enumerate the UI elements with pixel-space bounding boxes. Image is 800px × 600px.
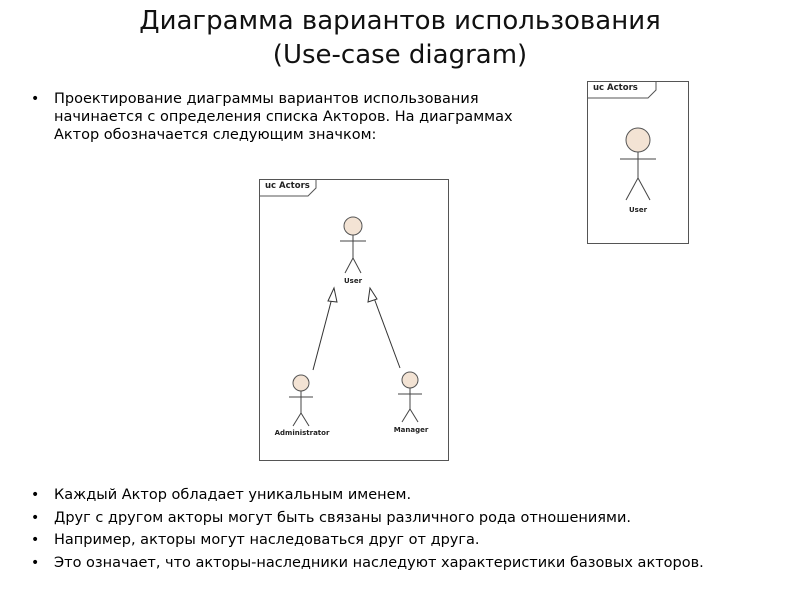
bullet-list	[30, 484, 790, 574]
actor-name-administrator: Administrator	[274, 429, 330, 437]
list-item-text: Это означает, что акторы-наследники наследуют характеристики базовых акторов.	[54, 554, 704, 571]
slide-title	[0, 4, 800, 72]
list-item	[30, 484, 790, 507]
list-item	[30, 507, 790, 530]
actor-generalization-diagram	[259, 179, 449, 461]
frame-label: uc Actors	[593, 83, 638, 93]
actor-notation-diagram	[587, 81, 689, 244]
list-item-text: Каждый Актор обладает уникальным именем.	[54, 487, 412, 503]
actor-figure-user	[588, 82, 688, 243]
bullet-marker: •	[31, 91, 40, 107]
list-item	[30, 529, 790, 552]
bullet-marker: •	[31, 509, 40, 526]
generalization-arrow-manager-to-user	[260, 180, 448, 460]
slide-title-line2: (Use-case diagram)	[272, 40, 528, 70]
bullet-marker: •	[31, 487, 40, 503]
list-item	[30, 552, 790, 575]
actor-name-manager: Manager	[393, 426, 429, 434]
list-item-text: Например, акторы могут наследоваться друг от друга.	[54, 532, 480, 548]
actor-name-user: User	[628, 206, 648, 214]
bullet-marker: •	[31, 532, 40, 548]
actor-name-user: User	[343, 277, 363, 285]
intro-text: Проектирование диаграммы вариантов использования начинается с определения списка Акторов. На диаграммах Актор обозначается следующим значком:	[54, 91, 513, 143]
slide-title-line1: Диаграмма вариантов использования	[139, 6, 661, 36]
bullet-marker: •	[31, 554, 40, 571]
intro-paragraph	[30, 90, 554, 144]
frame-label: uc Actors	[265, 181, 310, 191]
list-item-text: Друг с другом акторы могут быть связаны различного рода отношениями.	[54, 509, 631, 526]
